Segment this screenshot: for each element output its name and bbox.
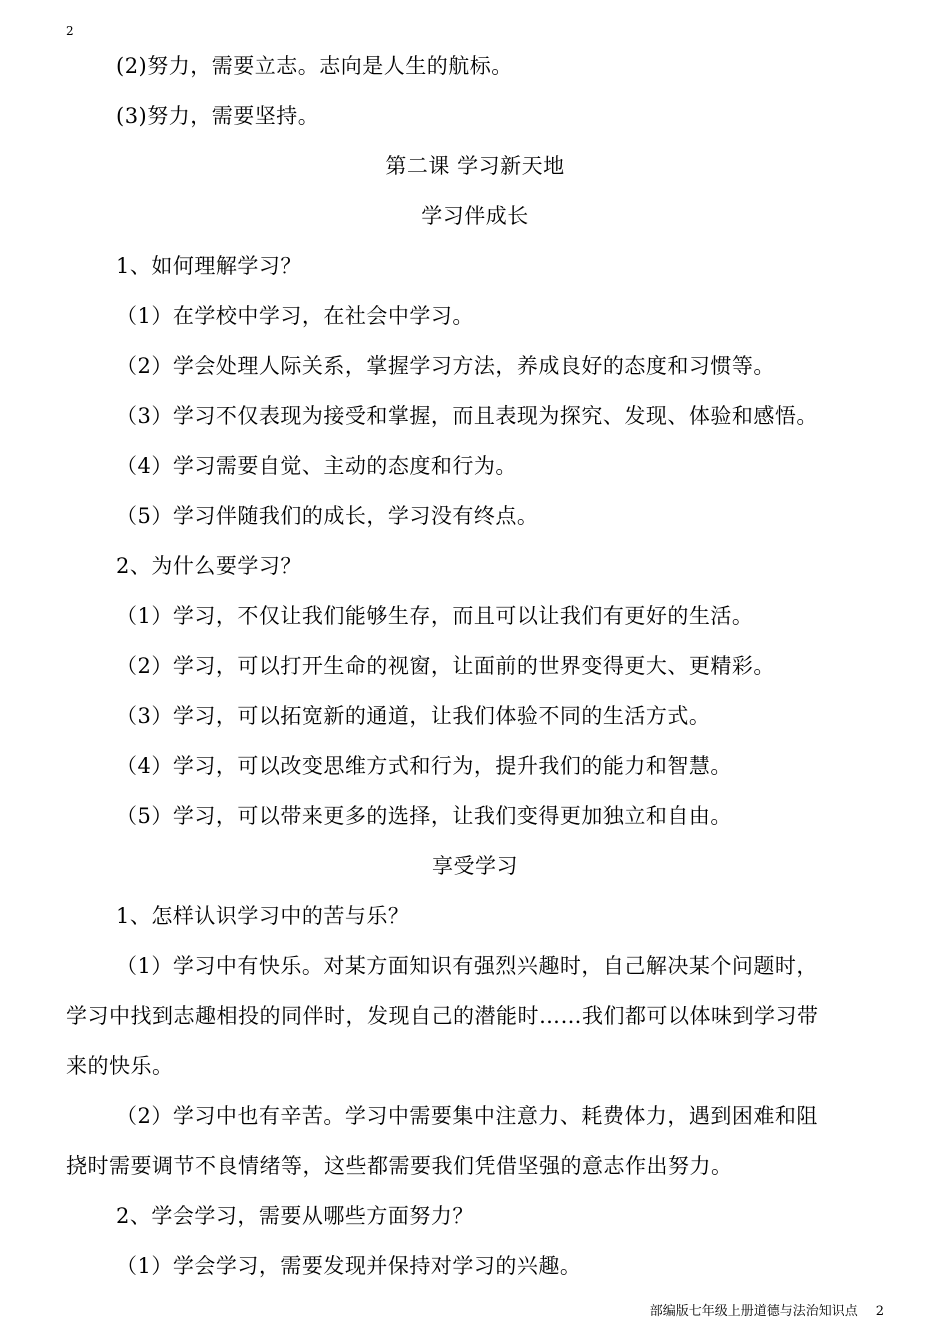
question-heading: 2、学会学习，需要从哪些方面努力？ — [116, 1204, 474, 1228]
section-heading: 学习伴成长 — [421, 204, 529, 228]
question-heading: 1、如何理解学习？ — [116, 254, 302, 278]
page-number-top: 2 — [66, 24, 74, 38]
list-item: （5）学习，可以带来更多的选择，让我们变得更加独立和自由。 — [116, 804, 732, 828]
paragraph-line: (3)努力，需要坚持。 — [116, 104, 320, 128]
page-footer — [650, 1304, 884, 1320]
paragraph-line: 来的快乐。 — [66, 1054, 174, 1078]
section-heading: 享受学习 — [432, 854, 518, 878]
list-item: （1）在学校中学习，在社会中学习。 — [116, 304, 474, 328]
paragraph-line: 学习中找到志趣相投的同伴时，发现自己的潜能时……我们都可以体味到学习带 — [66, 1004, 819, 1028]
paragraph-line: （2）学习中也有辛苦。学习中需要集中注意力、耗费体力，遇到困难和阻 — [116, 1104, 818, 1128]
list-item: （2）学习，可以打开生命的视窗，让面前的世界变得更大、更精彩。 — [116, 654, 775, 678]
list-item: （1）学习，不仅让我们能够生存，而且可以让我们有更好的生活。 — [116, 604, 754, 628]
list-item: （4）学习需要自觉、主动的态度和行为。 — [116, 454, 517, 478]
list-item: （3）学习，可以拓宽新的通道，让我们体验不同的生活方式。 — [116, 704, 711, 728]
list-item: （3）学习不仅表现为接受和掌握，而且表现为探究、发现、体验和感悟。 — [116, 404, 818, 428]
footer-page-number: 2 — [875, 1304, 884, 1319]
list-item: （1）学会学习，需要发现并保持对学习的兴趣。 — [116, 1254, 582, 1278]
paragraph-line: (2)努力，需要立志。志向是人生的航标。 — [116, 54, 513, 78]
paragraph-line: 挠时需要调节不良情绪等，这些都需要我们凭借坚强的意志作出努力。 — [66, 1154, 733, 1178]
list-item: （2）学会处理人际关系，掌握学习方法，养成良好的态度和习惯等。 — [116, 354, 775, 378]
list-item: （4）学习，可以改变思维方式和行为，提升我们的能力和智慧。 — [116, 754, 732, 778]
lesson-title: 第二课 学习新天地 — [385, 154, 565, 178]
footer-title: 部编版七年级上册道德与法治知识点 — [649, 1304, 858, 1319]
question-heading: 1、怎样认识学习中的苦与乐？ — [116, 904, 410, 928]
list-item: （5）学习伴随我们的成长，学习没有终点。 — [116, 504, 539, 528]
question-heading: 2、为什么要学习？ — [116, 554, 302, 578]
paragraph-line: （1）学习中有快乐。对某方面知识有强烈兴趣时，自己解决某个问题时， — [116, 954, 818, 978]
